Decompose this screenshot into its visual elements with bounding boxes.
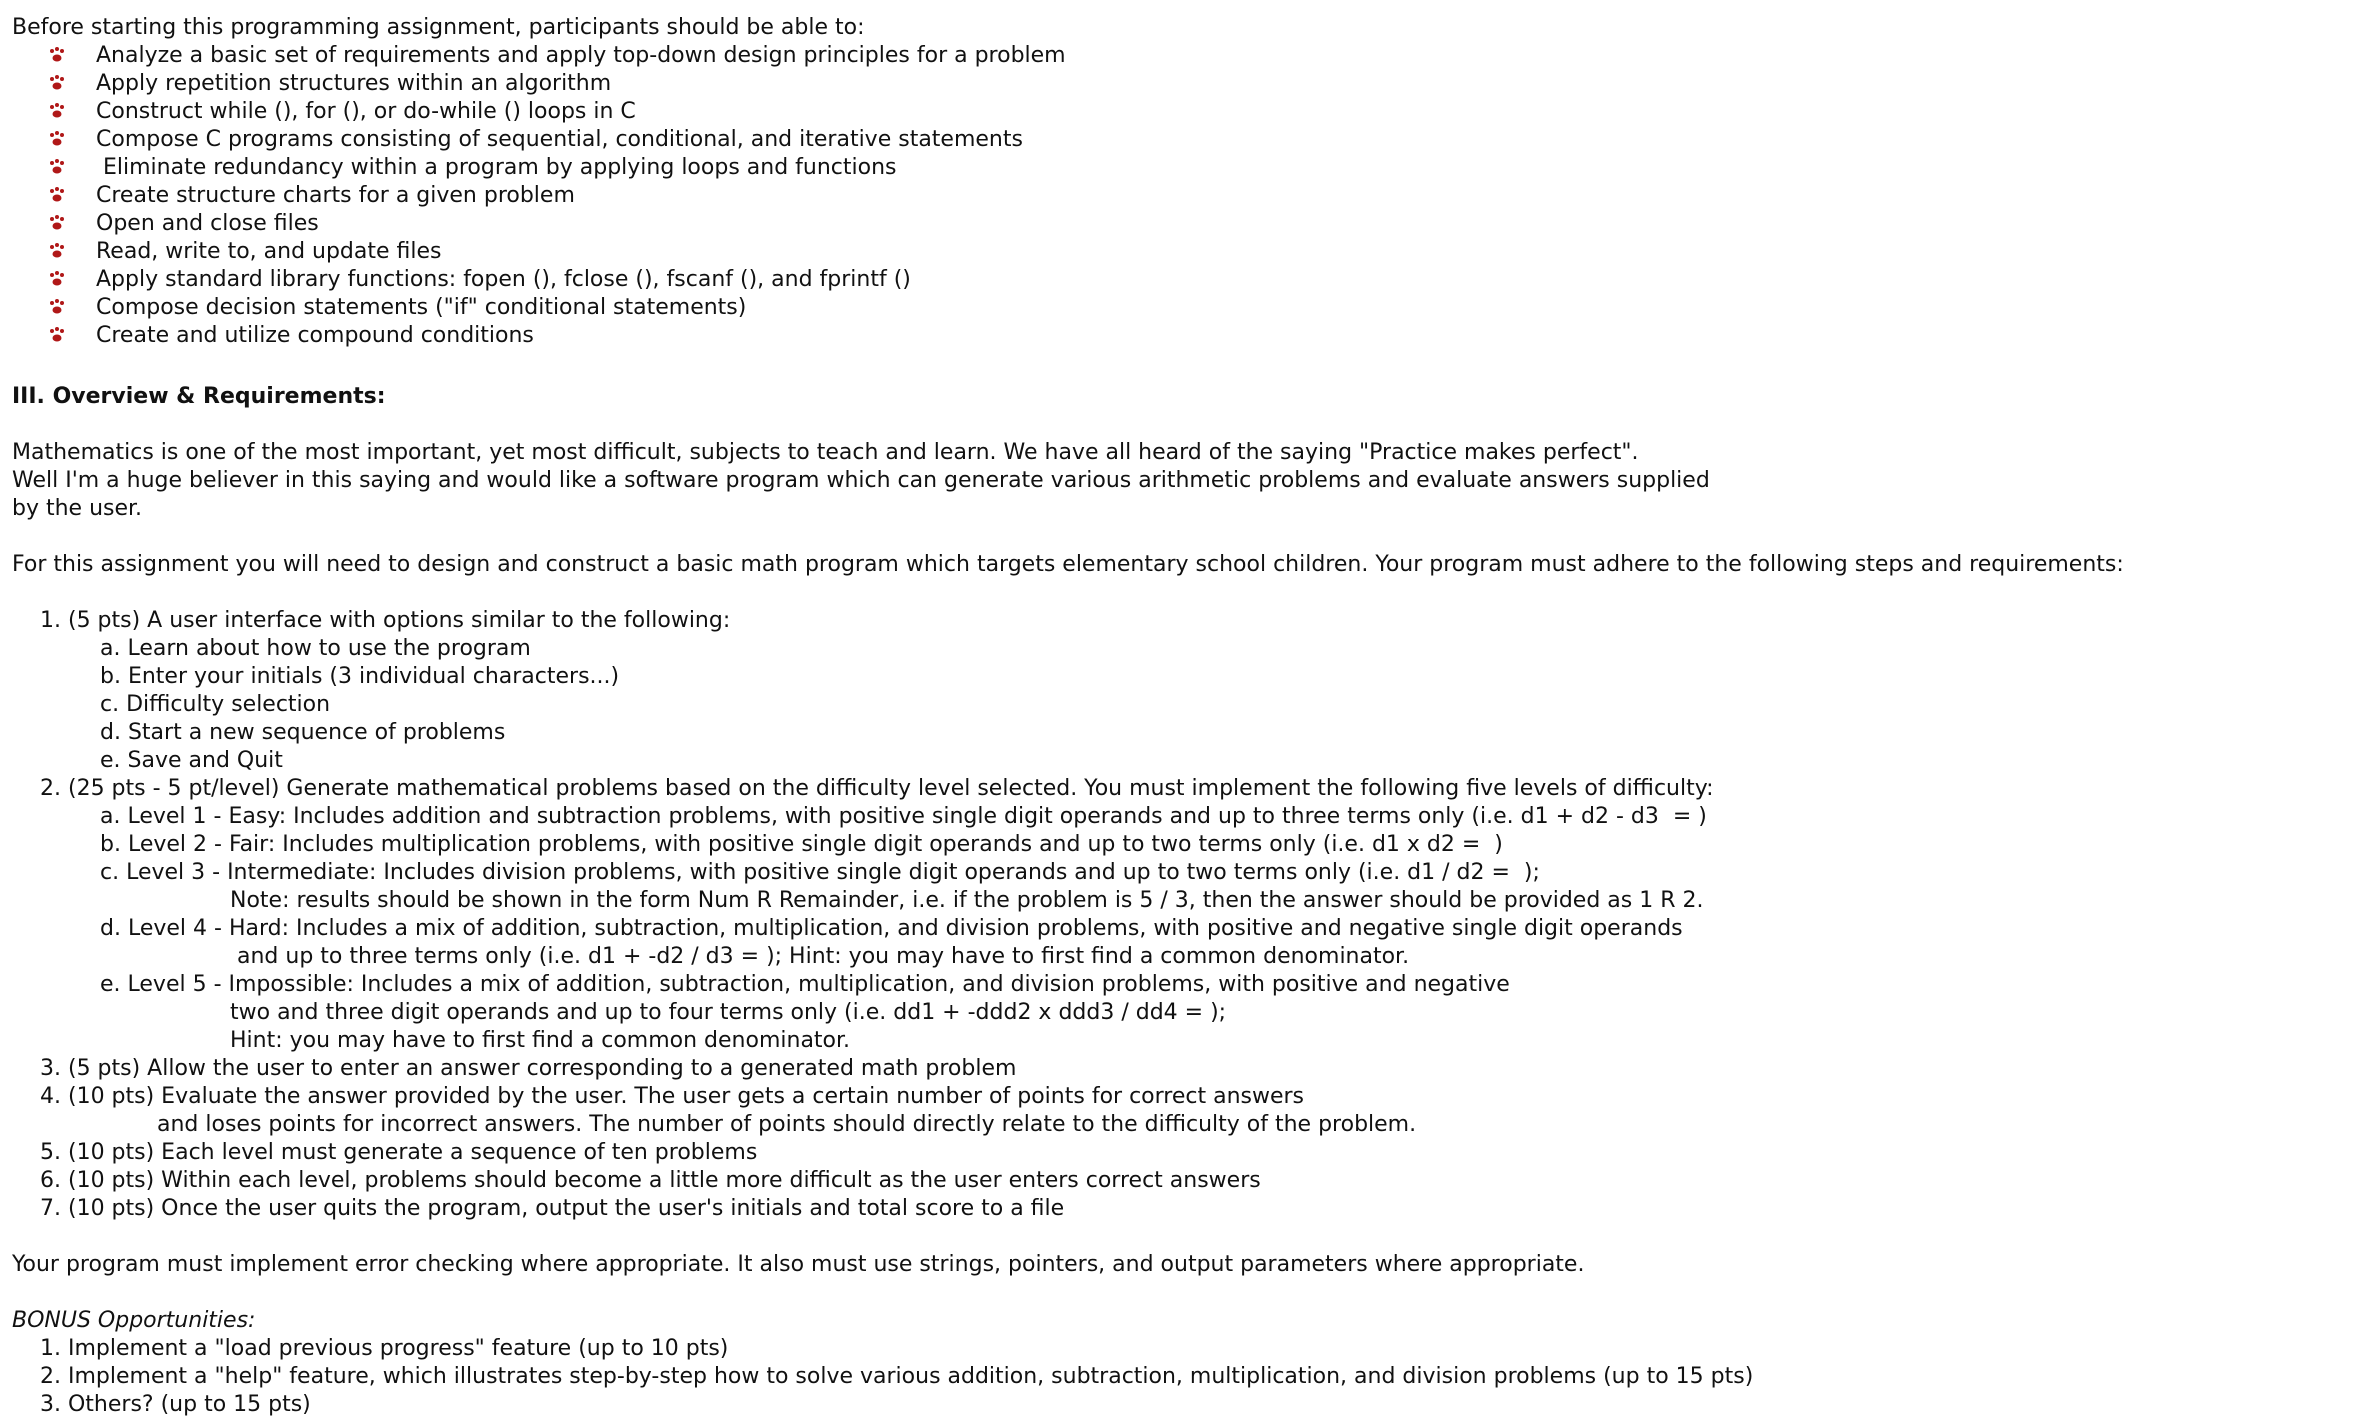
prereq-item: Open and close files bbox=[96, 211, 319, 236]
paw-bullet-icon bbox=[48, 214, 66, 234]
paw-bullet-icon bbox=[48, 242, 66, 262]
overview-para1-line1: Mathematics is one of the most important, yet most difficult, subjects to teach and learn. We have all heard of the saying "Practice makes perfect". bbox=[12, 440, 1639, 465]
req-2b: b. Level 2 - Fair: Includes multiplication problems, with positive single digit operands and up to two terms only (i.e. d1 x d2 = ) bbox=[100, 832, 1503, 857]
paw-bullet-icon bbox=[48, 270, 66, 290]
prereq-item: Eliminate redundancy within a program by applying loops and functions bbox=[96, 155, 897, 180]
req-2e-cont2: Hint: you may have to first find a common denominator. bbox=[230, 1028, 851, 1053]
req-1: 1. (5 pts) A user interface with options similar to the following: bbox=[40, 608, 731, 633]
paw-bullet-icon bbox=[48, 102, 66, 122]
paw-bullet-icon bbox=[48, 74, 66, 94]
req-1b: b. Enter your initials (3 individual characters...) bbox=[100, 664, 620, 689]
prereq-item: Compose decision statements ("if" conditional statements) bbox=[96, 295, 747, 320]
prereq-item: Apply repetition structures within an algorithm bbox=[96, 71, 612, 96]
paw-bullet-icon bbox=[48, 326, 66, 346]
req-7: 7. (10 pts) Once the user quits the program, output the user's initials and total score to a file bbox=[40, 1196, 1065, 1221]
req-2c-note: Note: results should be shown in the form Num R Remainder, i.e. if the problem is 5 / 3, then the answer should be provided as 1 R 2. bbox=[230, 888, 1704, 913]
paw-bullet-icon bbox=[48, 158, 66, 178]
req-5: 5. (10 pts) Each level must generate a sequence of ten problems bbox=[40, 1140, 758, 1165]
req-2: 2. (25 pts - 5 pt/level) Generate mathematical problems based on the difficulty level selected. You must implement the following five levels of difficulty: bbox=[40, 776, 1714, 801]
prereq-item: Read, write to, and update files bbox=[96, 239, 442, 264]
req-2a: a. Level 1 - Easy: Includes addition and subtraction problems, with positive single digit operands and up to three terms only (i.e. d1 + d2 - d3 = ) bbox=[100, 804, 1707, 829]
req-4: 4. (10 pts) Evaluate the answer provided by the user. The user gets a certain number of points for correct answers bbox=[40, 1084, 1305, 1109]
bonus-heading: BONUS Opportunities: bbox=[12, 1308, 256, 1333]
req-1a: a. Learn about how to use the program bbox=[100, 636, 531, 661]
prereq-heading: Before starting this programming assignment, participants should be able to: bbox=[12, 15, 865, 40]
req-1e: e. Save and Quit bbox=[100, 748, 283, 773]
req-4-cont: and loses points for incorrect answers. The number of points should directly relate to the difficulty of the problem. bbox=[157, 1112, 1417, 1137]
closing-paragraph: Your program must implement error checking where appropriate. It also must use strings, pointers, and output parameters where appropriate. bbox=[12, 1252, 1585, 1277]
req-3: 3. (5 pts) Allow the user to enter an answer corresponding to a generated math problem bbox=[40, 1056, 1017, 1081]
prereq-item: Create and utilize compound conditions bbox=[96, 323, 534, 348]
prereq-item: Apply standard library functions: fopen (), fclose (), fscanf (), and fprintf () bbox=[96, 267, 911, 292]
paw-bullet-icon bbox=[48, 46, 66, 66]
bonus-item-1: 1. Implement a "load previous progress" feature (up to 10 pts) bbox=[40, 1336, 729, 1361]
req-2e: e. Level 5 - Impossible: Includes a mix of addition, subtraction, multiplication, and division problems, with positive and negative bbox=[100, 972, 1510, 997]
prereq-item: Create structure charts for a given problem bbox=[96, 183, 575, 208]
req-2d: d. Level 4 - Hard: Includes a mix of addition, subtraction, multiplication, and division problems, with positive and negative single digit operands bbox=[100, 916, 1683, 941]
overview-para2: For this assignment you will need to design and construct a basic math program which targets elementary school children. Your program must adhere to the following steps and requirements: bbox=[12, 552, 2124, 577]
bonus-item-2: 2. Implement a "help" feature, which illustrates step-by-step how to solve various addition, subtraction, multiplication, and division problems (up to 15 pts) bbox=[40, 1364, 1754, 1389]
prereq-item: Analyze a basic set of requirements and apply top-down design principles for a problem bbox=[96, 43, 1066, 68]
overview-heading: III. Overview & Requirements: bbox=[12, 384, 386, 409]
bonus-item-3: 3. Others? (up to 15 pts) bbox=[40, 1392, 311, 1417]
paw-bullet-icon bbox=[48, 130, 66, 150]
paw-bullet-icon bbox=[48, 298, 66, 318]
prereq-item: Construct while (), for (), or do-while () loops in C bbox=[96, 99, 636, 124]
overview-para1-line3: by the user. bbox=[12, 496, 143, 521]
req-2c: c. Level 3 - Intermediate: Includes division problems, with positive single digit operands and up to two terms only (i.e. d1 / d2 = ); bbox=[100, 860, 1540, 885]
overview-para1-line2: Well I'm a huge believer in this saying and would like a software program which can generate various arithmetic problems and evaluate answers supplied bbox=[12, 468, 1710, 493]
req-1c: c. Difficulty selection bbox=[100, 692, 331, 717]
req-1d: d. Start a new sequence of problems bbox=[100, 720, 506, 745]
prereq-item: Compose C programs consisting of sequential, conditional, and iterative statements bbox=[96, 127, 1023, 152]
paw-bullet-icon bbox=[48, 186, 66, 206]
req-6: 6. (10 pts) Within each level, problems should become a little more difficult as the user enters correct answers bbox=[40, 1168, 1261, 1193]
req-2e-cont1: two and three digit operands and up to four terms only (i.e. dd1 + -ddd2 x ddd3 / dd4 = ); bbox=[230, 1000, 1227, 1025]
req-2d-cont: and up to three terms only (i.e. d1 + -d2 / d3 = ); Hint: you may have to first find a common denominator. bbox=[237, 944, 1410, 969]
